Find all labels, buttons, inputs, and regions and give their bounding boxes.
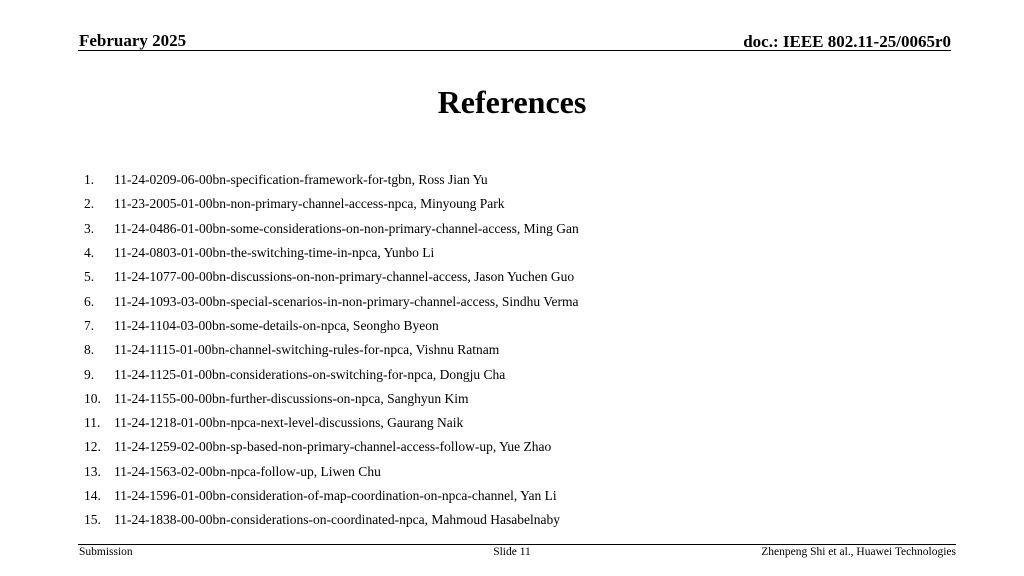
reference-number: 14. bbox=[84, 488, 101, 503]
list-item bbox=[84, 289, 579, 313]
reference-text: 11-24-1259-02-00bn-sp-based-non-primary-channel-access-follow-up, Yue Zhao bbox=[114, 439, 552, 455]
page-title: References bbox=[437, 84, 587, 120]
reference-number: 11. bbox=[84, 415, 101, 431]
reference-number: 7. bbox=[84, 317, 95, 333]
list-item bbox=[84, 387, 579, 411]
footer-divider bbox=[78, 544, 956, 545]
reference-text: 11-24-1563-02-00bn-npca-follow-up, Liwen Chu bbox=[114, 463, 381, 479]
reference-number: 6. bbox=[84, 293, 95, 309]
reference-text: 11-24-1077-00-00bn-discussions-on-non-primary-channel-access, Jason Yuchen Guo bbox=[114, 269, 575, 285]
reference-number: 10. bbox=[84, 390, 101, 406]
list-item bbox=[84, 265, 579, 289]
footer-slide-number: Slide 11 bbox=[493, 546, 531, 558]
reference-number: 1. bbox=[84, 172, 95, 188]
list-item bbox=[84, 168, 579, 192]
reference-text: 11-24-1125-01-00bn-considerations-on-switching-for-npca, Dongju Cha bbox=[114, 366, 506, 382]
reference-number: 2. bbox=[84, 196, 95, 212]
list-item bbox=[84, 192, 579, 216]
reference-text: 11-24-1093-03-00bn-special-scenarios-in-non-primary-channel-access, Sindhu Verma bbox=[114, 293, 579, 309]
list-item bbox=[84, 411, 579, 435]
header-date: February 2025 bbox=[79, 31, 187, 50]
reference-text: 11-24-1115-01-00bn-channel-switching-rules-for-npca, Vishnu Ratnam bbox=[114, 342, 500, 358]
list-item bbox=[84, 314, 579, 338]
reference-text: 11-24-1104-03-00bn-some-details-on-npca, Seongho Byeon bbox=[114, 317, 439, 333]
reference-number: 5. bbox=[84, 269, 95, 285]
list-item bbox=[84, 435, 579, 459]
reference-number: 12. bbox=[84, 439, 101, 455]
reference-text: 11-24-0486-01-00bn-some-considerations-on-non-primary-channel-access, Ming Gan bbox=[114, 220, 579, 236]
list-item bbox=[84, 217, 579, 241]
reference-text: 11-24-1838-00-00bn-considerations-on-coordinated-npca, Mahmoud Hasabelnaby bbox=[114, 512, 560, 528]
reference-text: 11-23-2005-01-00bn-non-primary-channel-access-npca, Minyoung Park bbox=[114, 196, 505, 212]
reference-text: 11-24-0803-01-00bn-the-switching-time-in-npca, Yunbo Li bbox=[114, 245, 435, 261]
list-item bbox=[84, 460, 579, 484]
reference-number: 3. bbox=[84, 220, 95, 236]
reference-list bbox=[84, 168, 579, 532]
list-item bbox=[84, 508, 579, 532]
list-item bbox=[84, 362, 579, 386]
reference-text: 11-24-1155-00-00bn-further-discussions-on-npca, Sanghyun Kim bbox=[114, 390, 469, 406]
reference-number: 4. bbox=[84, 245, 95, 261]
reference-text: 11-24-1596-01-00bn-consideration-of-map-coordination-on-npca-channel, Yan Li bbox=[114, 488, 557, 503]
header-doc-id: doc.: IEEE 802.11-25/0065r0 bbox=[743, 32, 951, 51]
footer-authors: Zhenpeng Shi et al., Huawei Technologies bbox=[761, 546, 956, 558]
reference-text: 11-24-1218-01-00bn-npca-next-level-discussions, Gaurang Naik bbox=[114, 415, 464, 431]
list-item bbox=[84, 241, 579, 265]
reference-number: 13. bbox=[84, 463, 101, 479]
list-item bbox=[84, 484, 579, 508]
reference-text: 11-24-0209-06-00bn-specification-framework-for-tgbn, Ross Jian Yu bbox=[114, 172, 488, 188]
reference-number: 8. bbox=[84, 342, 95, 358]
header-divider bbox=[78, 50, 951, 51]
list-item bbox=[84, 338, 579, 362]
reference-number: 15. bbox=[84, 512, 101, 528]
footer-submission: Submission bbox=[79, 546, 133, 558]
reference-number: 9. bbox=[84, 366, 95, 382]
